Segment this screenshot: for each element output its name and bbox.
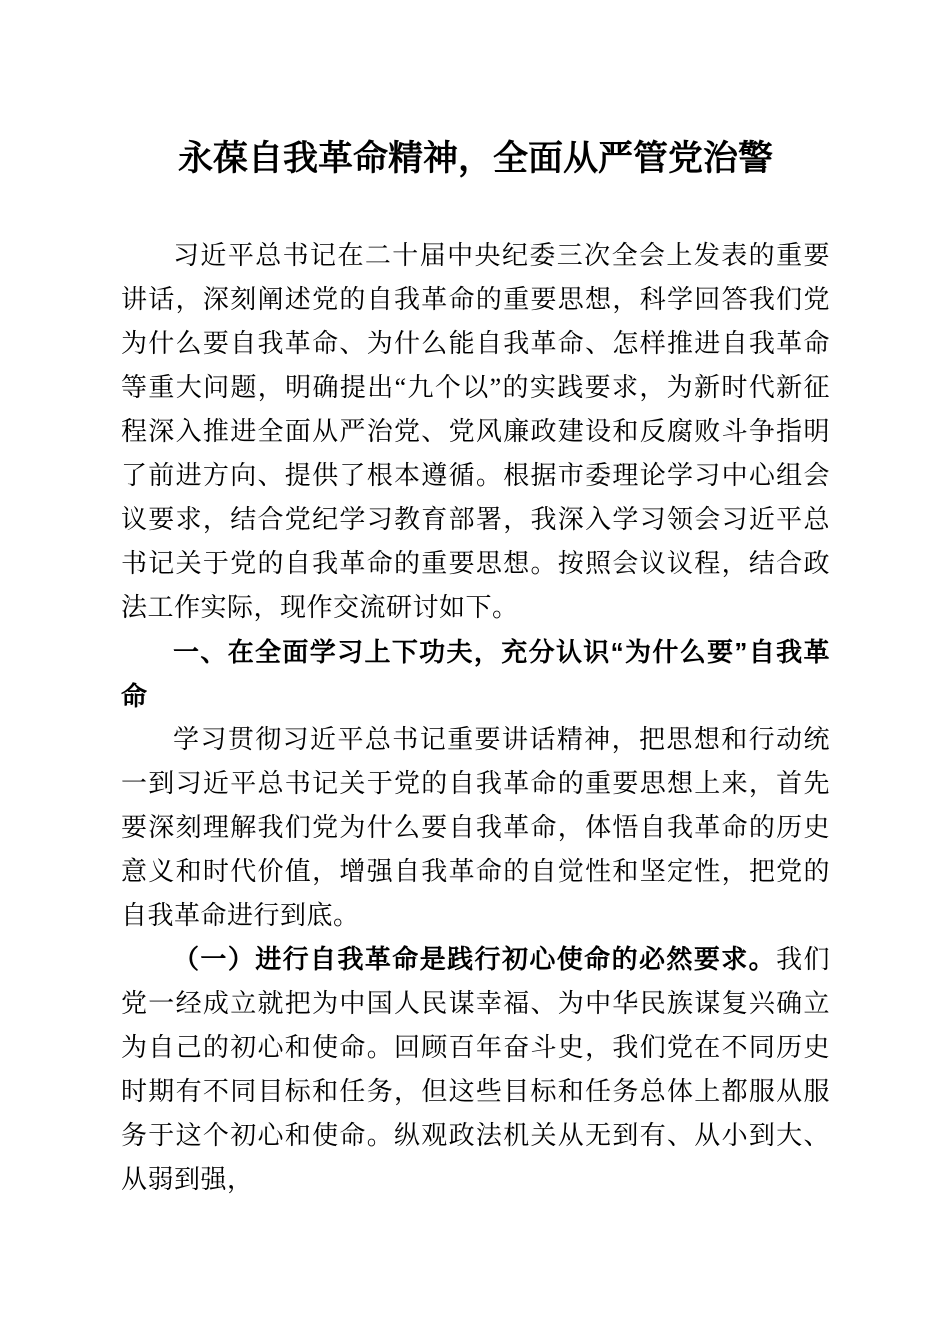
document-title: 永葆自我革命精神，全面从严管党治警 [177,139,773,178]
paragraph-intro: 习近平总书记在二十届中央纪委三次全会上发表的重要讲话，深刻阐述党的自我革命的重要思想，科学回答我们党为什么要自我革命、为什么能自我革命、怎样推进自我革命等重大问题，明确提出“九个以”的实践要求，为新时代新征程深入推进全面从严治党、党风廉政建设和反腐败斗争指明了前进方向、提供了根本遵循。根据市委理论学习中心组会议要求，结合党纪学习教育部署，我深入学习领会习近平总书记关于党的自我革命的重要思想。按照会议议程，结合政法工作实际，现作交流研讨如下。 [121,241,830,622]
section-heading-1: 一、在全面学习上下功夫，充分认识“为什么要”自我革命 [121,637,830,711]
paragraph-section1: 学习贯彻习近平总书记重要讲话精神，把思想和行动统一到习近平总书记关于党的自我革命的重要思想上来，首先要深刻理解我们党为什么要自我革命，体悟自我革命的历史意义和时代价值，增强自我革命的自觉性和坚定性，把党的自我革命进行到底。 [121,725,830,930]
paragraph-point-1-lead: （一）进行自我革命是践行初心使命的必然要求。 [173,945,777,974]
paragraph-point-1 [121,938,830,1202]
paragraph-point-1-body: 我们党一经成立就把为中国人民谋幸福、为中华民族谋复兴确立为自己的初心和使命。回顾百年奋斗史，我们党在不同历史时期有不同目标和任务，但这些目标和任务总体上都服从服务于这个初心和使命。纵观政法机关从无到有、从小到大、从弱到强， [121,945,830,1194]
